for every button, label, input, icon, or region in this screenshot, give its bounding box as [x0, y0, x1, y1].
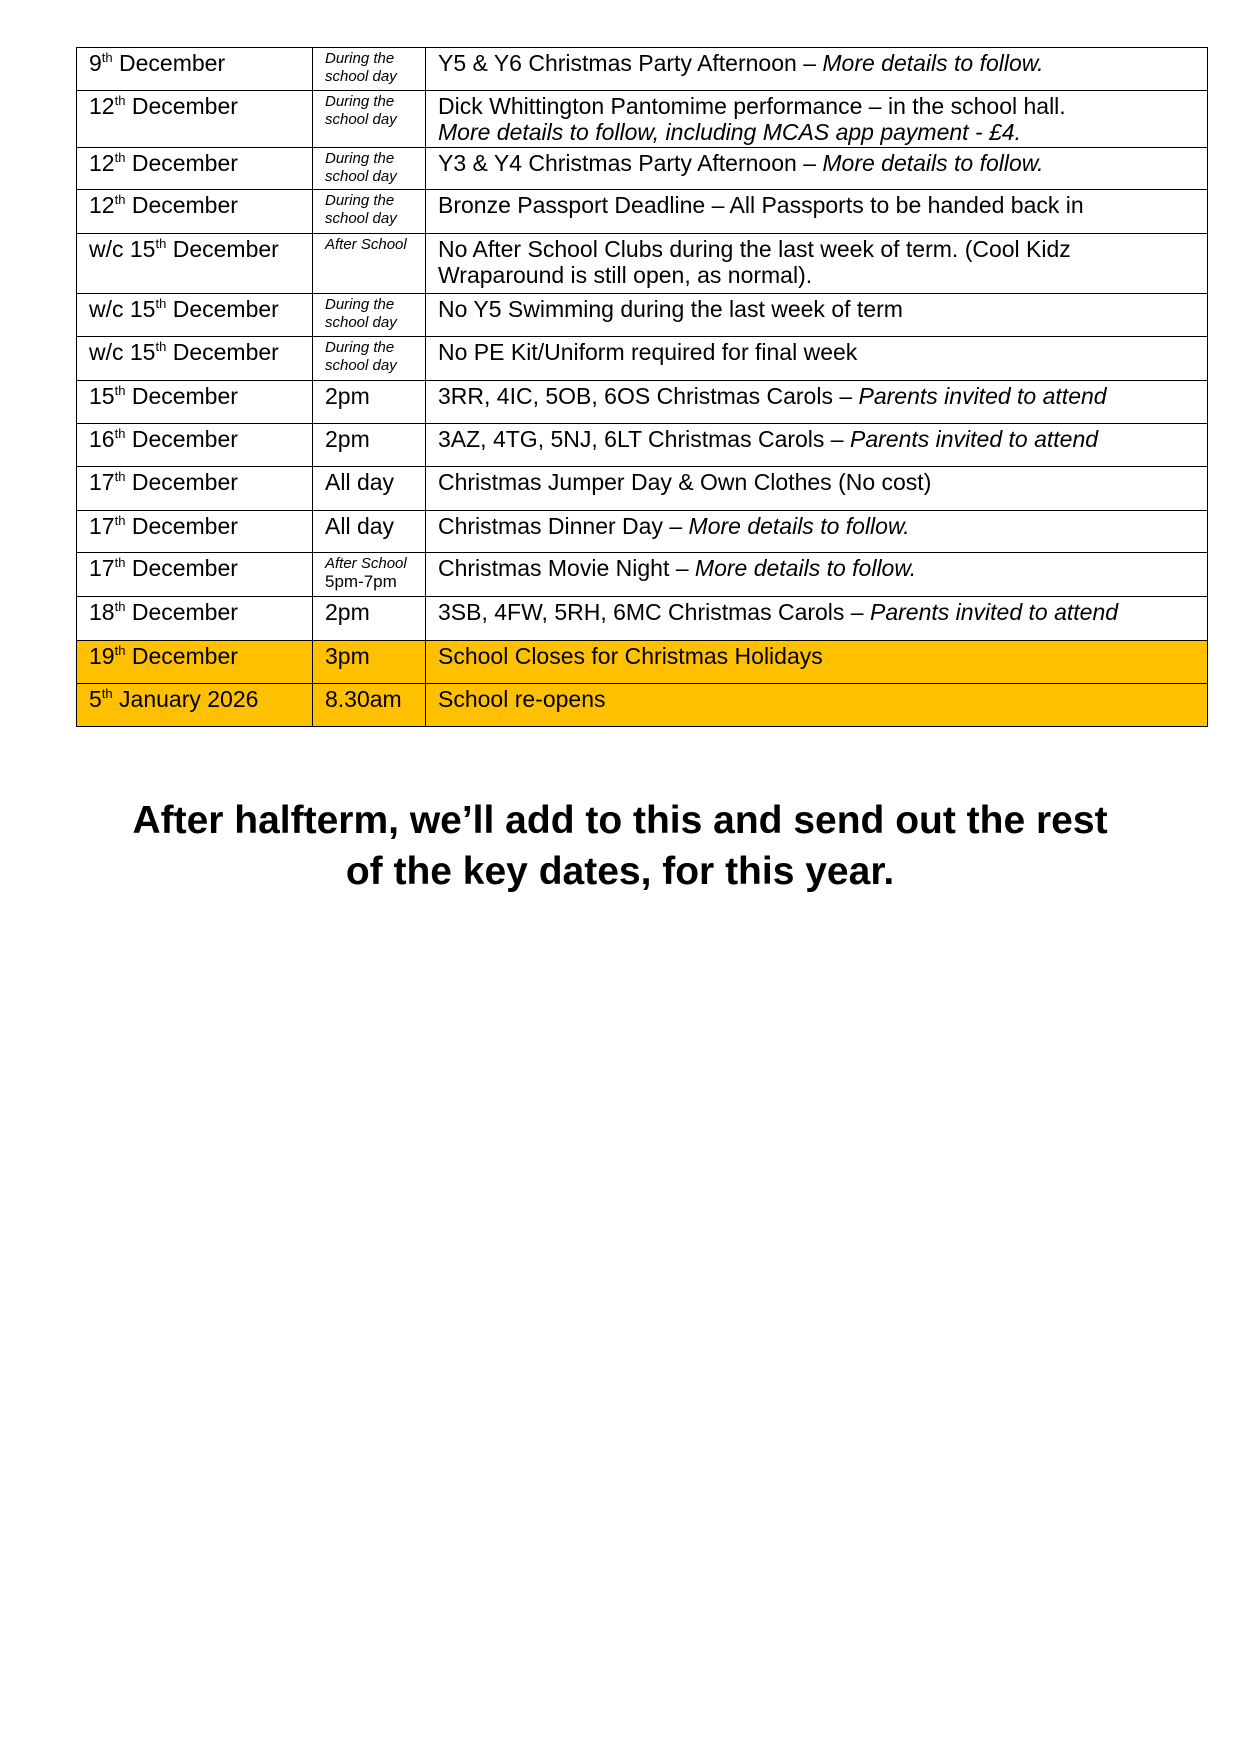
note-line-1: After halfterm, we’ll add to this and send out the rest	[132, 799, 1108, 842]
date-cell	[77, 684, 313, 727]
event-cell	[426, 234, 1208, 294]
date-day: 12	[89, 150, 115, 176]
time-cell	[313, 553, 426, 597]
table-row	[77, 684, 1208, 727]
event-text: Dick Whittington Pantomime performance – in the school hall.	[438, 93, 1066, 119]
date-month: December	[125, 469, 238, 495]
event-cell	[426, 597, 1208, 641]
date-suffix: th	[114, 469, 126, 484]
time-cell	[313, 641, 426, 684]
table-row	[77, 148, 1208, 190]
table-row	[77, 553, 1208, 597]
date-day: 16	[89, 426, 115, 452]
time-cell	[313, 148, 426, 190]
event-text: Christmas Jumper Day & Own Clothes (No cost)	[438, 469, 932, 495]
time-cell	[313, 511, 426, 553]
table-row	[77, 467, 1208, 511]
date-suffix: th	[101, 50, 113, 65]
table-row	[77, 48, 1208, 91]
time-text: 2pm	[325, 383, 370, 409]
event-text: Christmas Dinner Day –	[438, 513, 689, 539]
date-cell	[77, 337, 313, 381]
time-cell	[313, 234, 426, 294]
date-suffix: th	[155, 236, 167, 251]
date-month: December	[125, 150, 238, 176]
time-text: All day	[325, 513, 395, 539]
date-month: December	[166, 296, 279, 322]
event-cell	[426, 337, 1208, 381]
time-cell	[313, 337, 426, 381]
event-text: 3SB, 4FW, 5RH, 6MC Christmas Carols –	[438, 599, 870, 625]
date-month: December	[112, 50, 226, 76]
note-line-2: of the key dates, for this year.	[345, 850, 895, 893]
date-day: 12	[89, 192, 115, 218]
date-month: December	[125, 93, 238, 119]
table-row	[77, 234, 1208, 294]
date-cell	[77, 148, 313, 190]
time-text: 2pm	[325, 426, 370, 452]
date-cell	[77, 91, 313, 148]
time-cell	[313, 381, 426, 424]
event-text: No Y5 Swimming during the last week of term	[438, 296, 903, 322]
time-cell	[313, 190, 426, 234]
time-cell	[313, 91, 426, 148]
date-cell	[77, 234, 313, 294]
table-row	[77, 641, 1208, 684]
date-day: 12	[89, 93, 115, 119]
event-text: No After School Clubs during the last week of term. (Cool Kidz Wraparound is still open, as normal).	[438, 236, 1071, 288]
time-cell	[313, 424, 426, 467]
date-day: 17	[89, 555, 115, 581]
date-month: December	[125, 555, 238, 581]
event-cell	[426, 467, 1208, 511]
date-suffix: th	[114, 426, 126, 441]
date-cell	[77, 48, 313, 91]
date-day: w/c 15	[89, 296, 156, 322]
date-cell	[77, 467, 313, 511]
date-day: w/c 15	[89, 236, 156, 262]
time-cell	[313, 48, 426, 91]
event-cell	[426, 148, 1208, 190]
time-range: 5pm-7pm	[325, 572, 397, 591]
date-cell	[77, 424, 313, 467]
date-month: December	[125, 383, 238, 409]
date-month: December	[125, 192, 238, 218]
time-cell	[313, 467, 426, 511]
time-text: During the school day	[325, 339, 397, 374]
date-day: 19	[89, 643, 115, 669]
event-cell	[426, 190, 1208, 234]
table-row	[77, 511, 1208, 553]
event-cell	[426, 294, 1208, 337]
date-cell	[77, 597, 313, 641]
date-suffix: th	[114, 643, 126, 658]
event-text: Bronze Passport Deadline – All Passports to be handed back in	[438, 192, 1084, 218]
date-cell	[77, 553, 313, 597]
event-note: More details to follow.	[688, 513, 910, 539]
date-month: December	[125, 426, 238, 452]
time-cell	[313, 684, 426, 727]
date-day: 18	[89, 599, 115, 625]
date-suffix: th	[114, 513, 126, 528]
date-suffix: th	[114, 383, 126, 398]
time-cell	[313, 294, 426, 337]
date-suffix: th	[101, 686, 113, 701]
date-month: December	[166, 236, 279, 262]
date-suffix: th	[114, 93, 126, 108]
date-cell	[77, 641, 313, 684]
time-text: During the school day	[325, 150, 397, 185]
date-cell	[77, 381, 313, 424]
table-row	[77, 294, 1208, 337]
date-month: December	[125, 643, 238, 669]
event-cell	[426, 424, 1208, 467]
event-note: Parents invited to attend	[858, 383, 1107, 409]
time-text: 8.30am	[325, 686, 402, 712]
time-text: During the school day	[325, 93, 397, 128]
time-text: During the school day	[325, 192, 397, 227]
event-text: Y3 & Y4 Christmas Party Afternoon –	[438, 150, 823, 176]
time-text: 3pm	[325, 643, 370, 669]
date-day: 9	[89, 50, 102, 76]
closing-note	[60, 795, 1180, 897]
date-month: January 2026	[112, 686, 259, 712]
event-text: 3RR, 4IC, 5OB, 6OS Christmas Carols –	[438, 383, 859, 409]
event-text: Y5 & Y6 Christmas Party Afternoon –	[438, 50, 823, 76]
date-month: December	[125, 513, 238, 539]
event-note: More details to follow.	[822, 150, 1044, 176]
date-month: December	[125, 599, 238, 625]
date-suffix: th	[114, 150, 126, 165]
event-cell	[426, 684, 1208, 727]
event-cell	[426, 553, 1208, 597]
key-dates-table	[76, 47, 1208, 727]
table-row	[77, 424, 1208, 467]
date-day: 15	[89, 383, 115, 409]
time-cell	[313, 597, 426, 641]
date-cell	[77, 511, 313, 553]
date-day: w/c 15	[89, 339, 156, 365]
event-note: More details to follow.	[822, 50, 1044, 76]
date-day: 17	[89, 513, 115, 539]
event-cell	[426, 48, 1208, 91]
date-cell	[77, 294, 313, 337]
event-cell	[426, 91, 1208, 148]
time-text: During the school day	[325, 50, 397, 85]
event-text: No PE Kit/Uniform required for final week	[438, 339, 858, 365]
table-row	[77, 381, 1208, 424]
time-text: All day	[325, 469, 395, 495]
event-note: More details to follow.	[694, 555, 917, 581]
event-text: School re-opens	[438, 686, 606, 712]
table-row	[77, 597, 1208, 641]
date-day: 17	[89, 469, 115, 495]
event-text: Christmas Movie Night –	[438, 555, 695, 581]
event-note: Parents invited to attend	[850, 426, 1099, 452]
event-cell	[426, 511, 1208, 553]
table-row	[77, 91, 1208, 148]
date-day: 5	[89, 686, 102, 712]
event-note: Parents invited to attend	[870, 599, 1119, 625]
event-cell	[426, 381, 1208, 424]
date-suffix: th	[114, 192, 126, 207]
date-month: December	[166, 339, 279, 365]
table-row	[77, 190, 1208, 234]
date-suffix: th	[114, 555, 126, 570]
date-suffix: th	[155, 296, 167, 311]
time-text: After School	[325, 236, 407, 253]
event-text: School Closes for Christmas Holidays	[438, 643, 823, 669]
table-row	[77, 337, 1208, 381]
time-text: During the school day	[325, 296, 397, 331]
time-text: 2pm	[325, 599, 370, 625]
event-text: 3AZ, 4TG, 5NJ, 6LT Christmas Carols –	[438, 426, 850, 452]
event-cell	[426, 641, 1208, 684]
date-suffix: th	[114, 599, 126, 614]
date-suffix: th	[155, 339, 167, 354]
date-cell	[77, 190, 313, 234]
event-note: More details to follow, including MCAS app payment - £4.	[438, 119, 1021, 145]
time-text: After School	[325, 555, 407, 572]
